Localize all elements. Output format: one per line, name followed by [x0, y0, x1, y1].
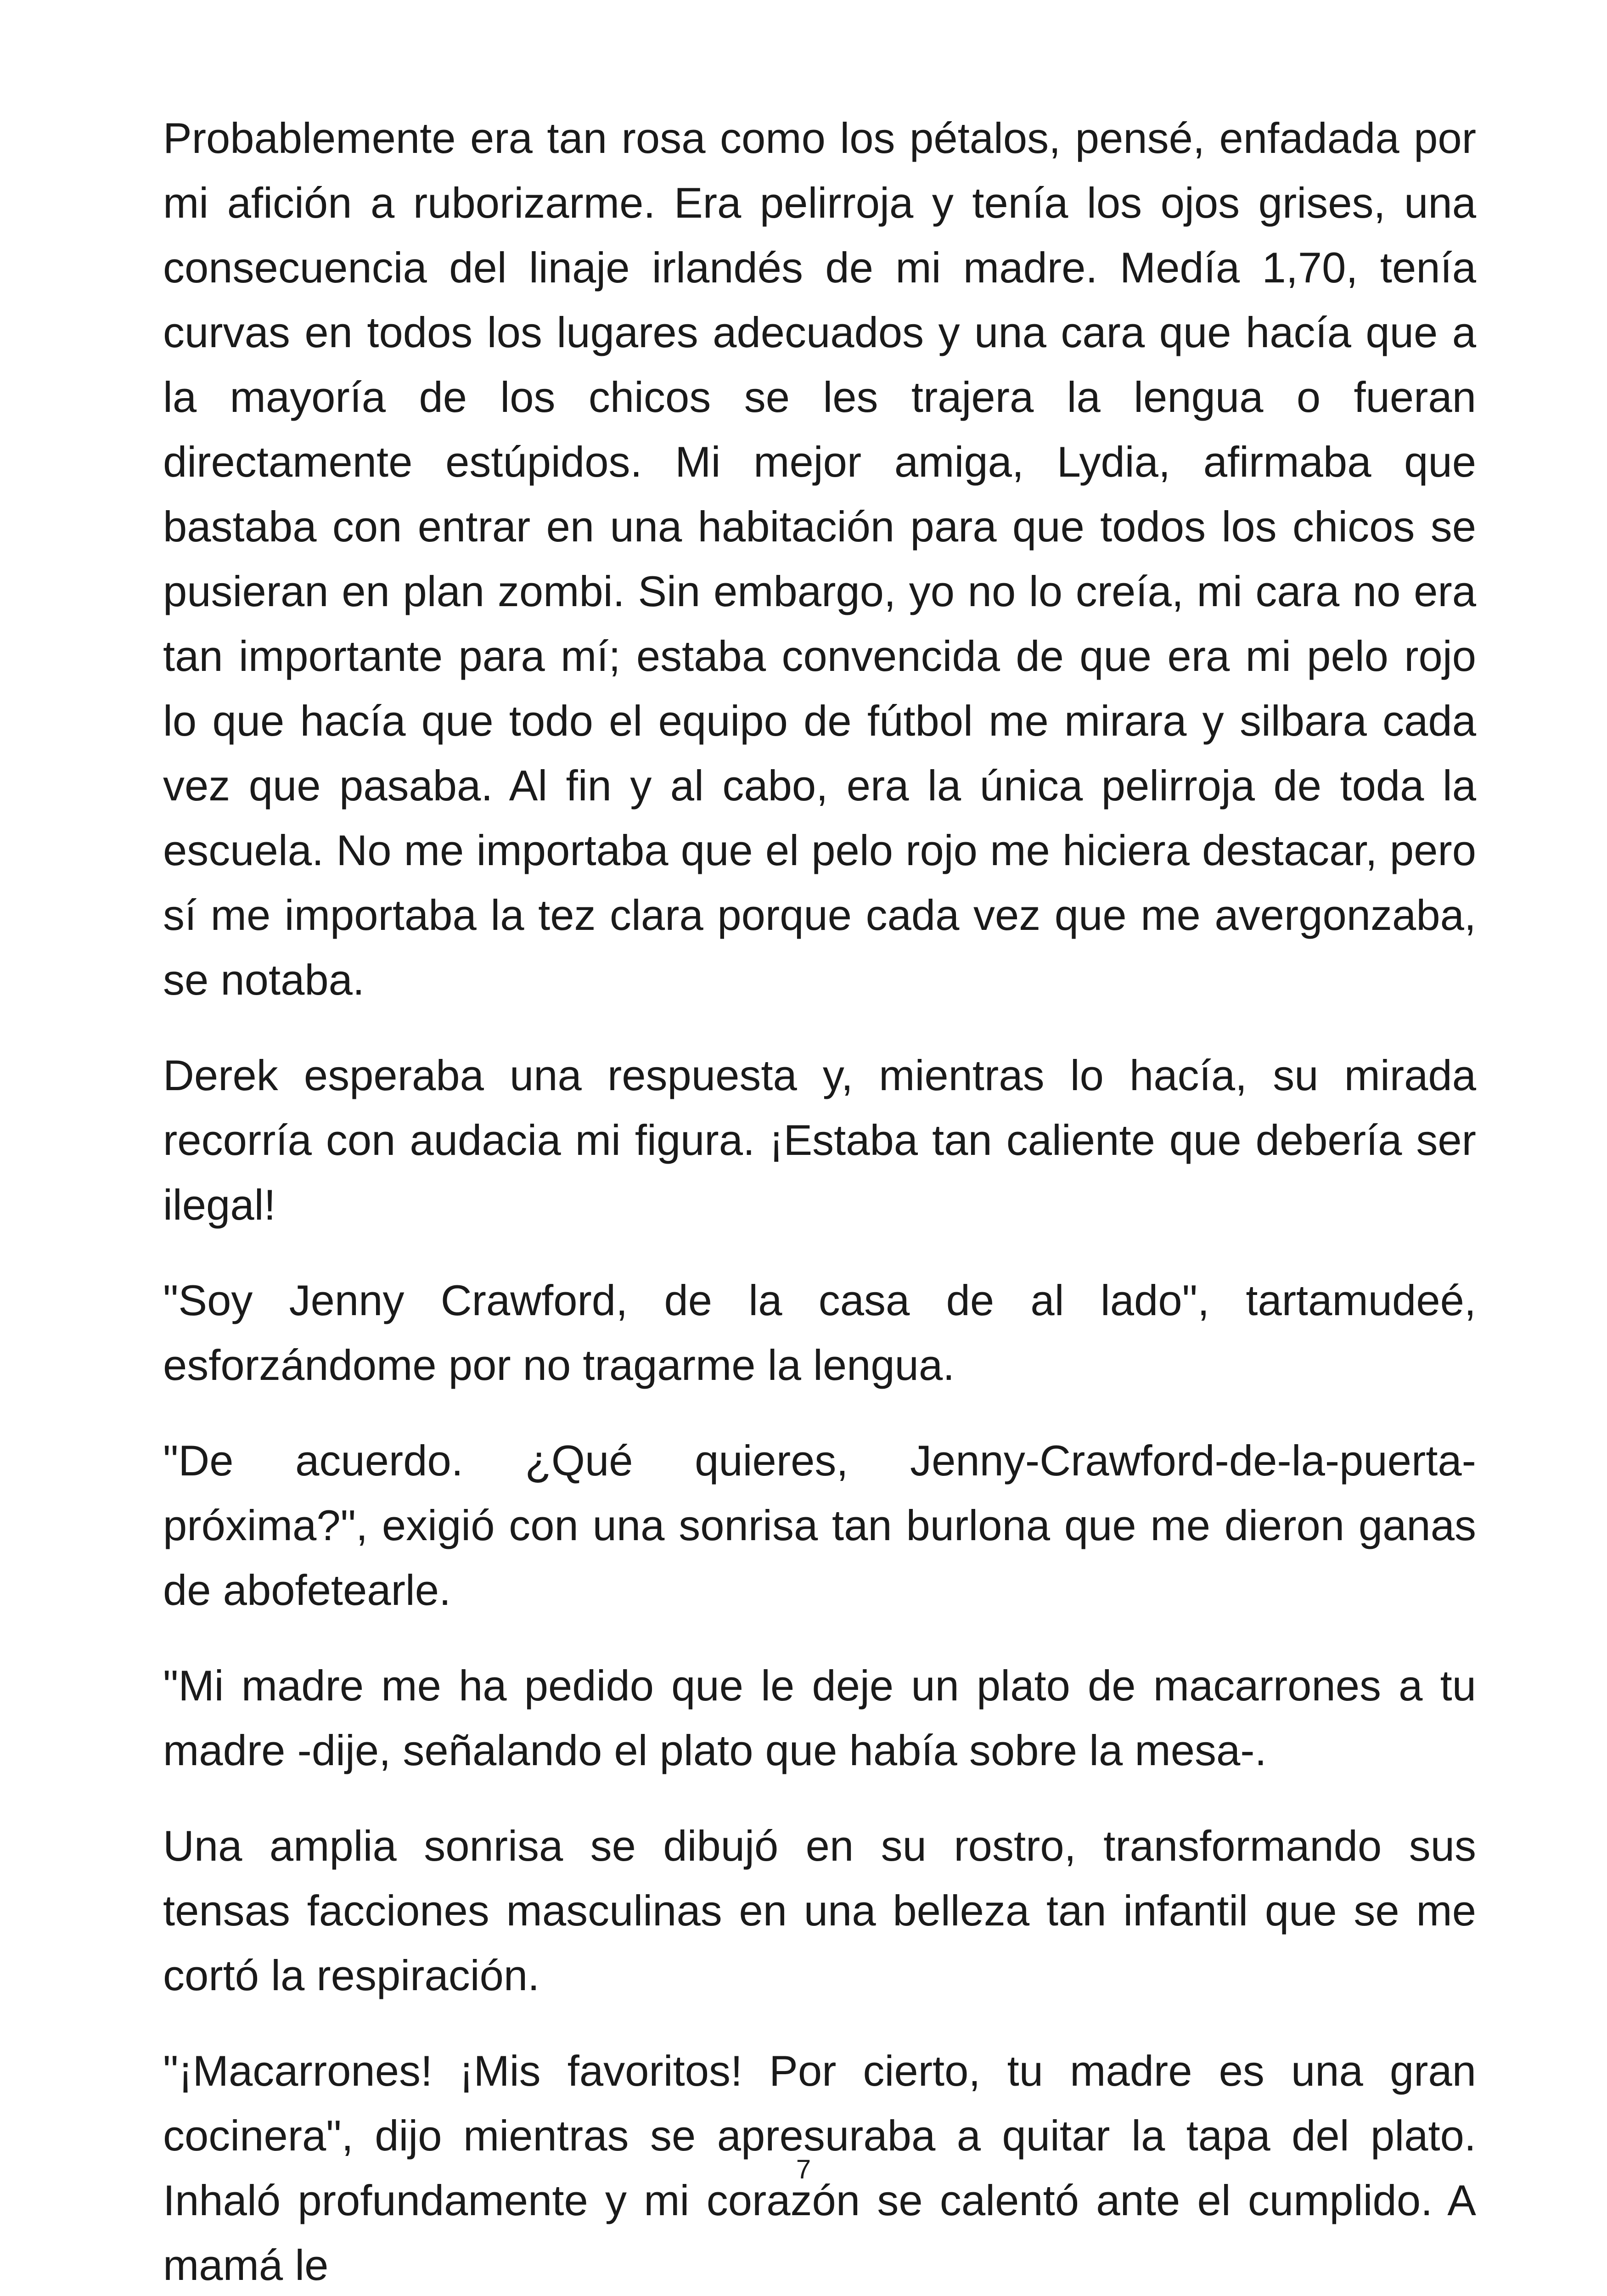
page-number: 7	[796, 2155, 811, 2184]
paragraph: "Soy Jenny Crawford, de la casa de al lado", tartamudeé, esforzándome por no tragarme la lengua.	[163, 1276, 1476, 1389]
paragraph: Derek esperaba una respuesta y, mientras lo hacía, su mirada recorría con audacia mi figura. ¡Estaba tan caliente que debería ser ilegal!	[163, 1051, 1476, 1229]
paragraph: "De acuerdo. ¿Qué quieres, Jenny-Crawford-de-la-puerta-próxima?", exigió con una sonrisa tan burlona que me dieron ganas de abofetearle.	[163, 1436, 1476, 1614]
paragraph: "¡Macarrones! ¡Mis favoritos! Por cierto, tu madre es una gran cocinera", dijo mientras se apresuraba a quitar la tapa del plato. Inhaló profundamente y mi corazón se calentó ante el cumplido. A mamá le	[163, 2047, 1476, 2289]
page-body	[163, 106, 1476, 2296]
paragraph: Una amplia sonrisa se dibujó en su rostro, transformando sus tensas facciones masculinas en una belleza tan infantil que se me cortó la respiración.	[163, 1822, 1476, 1999]
paragraph: Probablemente era tan rosa como los pétalos, pensé, enfadada por mi afición a ruborizarme. Era pelirroja y tenía los ojos grises, una consecuencia del linaje irlandés de mi madre. Medía 1,70, tenía curvas en todos los lugares adecuados y una cara que hacía que a la mayoría de los chicos se les trajera la lengua o fueran directamente estúpidos. Mi mejor amiga, Lydia, afirmaba que bastaba con entrar en una habitación para que todos los chicos se pusieran en plan zombi. Sin embargo, yo no lo creía, mi cara no era tan importante para mí; estaba convencida de que era mi pelo rojo lo que hacía que todo el equipo de fútbol me mirara y silbara cada vez que pasaba. Al fin y al cabo, era la única pelirroja de toda la escuela. No me importaba que el pelo rojo me hiciera destacar, pero sí me importaba la tez clara porque cada vez que me avergonzaba, se notaba.	[163, 114, 1476, 1004]
paragraph: "Mi madre me ha pedido que le deje un plato de macarrones a tu madre -dije, señalando el plato que había sobre la mesa-.	[163, 1661, 1476, 1774]
